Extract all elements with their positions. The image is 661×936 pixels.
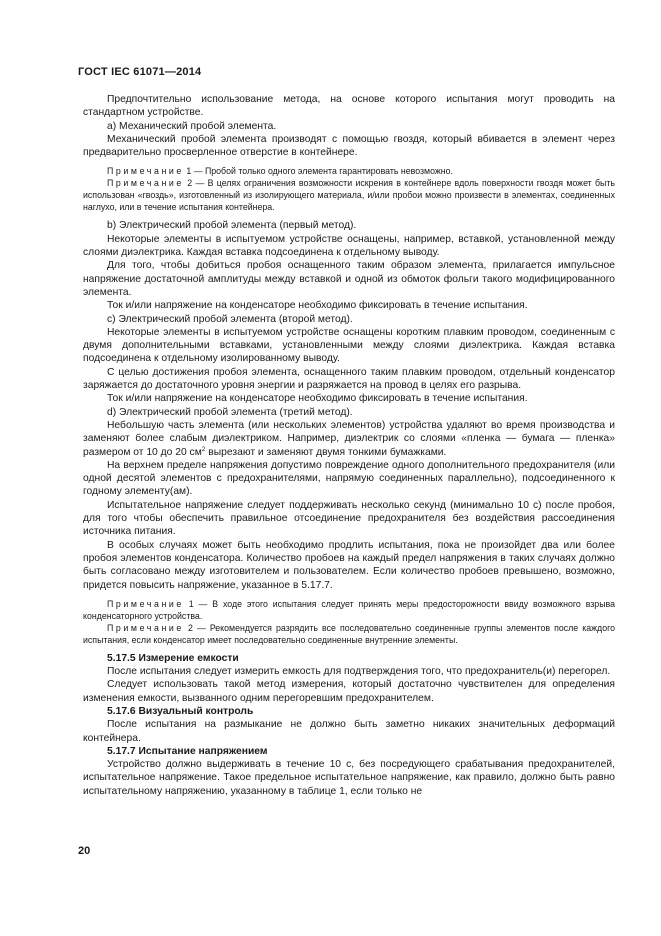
body-paragraph: Следует использовать такой метод измерения, который достаточно чувствителен для определения изменения емкости, вызванного одним перегоревшим предохранителем.	[83, 679, 615, 704]
note-label: Примечание	[107, 178, 184, 189]
body-paragraph: Для того, чтобы добиться пробоя оснащенного таким образом элемента, прилагается импульсное напряжение достаточной амплитуды между вставкой и одной из обмоток фольги такого модифицированного элемента.	[83, 260, 615, 298]
note-paragraph	[83, 177, 615, 213]
body-paragraph: Некоторые элементы в испытуемом устройстве оснащены, например, вставкой, установленной между слоями диэлектрика. Каждая вставка подсоединена к отдельному выводу.	[83, 233, 615, 259]
body-paragraph: Предпочтительно использование метода, на основе которого испытания могут проводить на стандартном устройстве.	[83, 94, 615, 119]
section-heading: 5.17.6 Визуальный контроль	[107, 705, 254, 717]
body-paragraph: Ток и/или напряжение на конденсаторе необходимо фиксировать в течение испытания.	[107, 300, 528, 312]
note-text: 2 — В целях ограничения возможности искрения в контейнере вдоль поверхности гвоздя может быть использован «гвоздь», изготовленный из изолирующего материала, и/или пробои можно произвести в элементах, соединенных наглухо, или в течение испытания контейнера.	[83, 178, 615, 213]
section-heading: 5.17.7 Испытание напряжением	[107, 745, 268, 757]
superscript: 2	[201, 445, 206, 453]
body-paragraph: d) Электрический пробой элемента (третий метод).	[107, 406, 353, 418]
note-text: 2 — Рекомендуется разрядить все последовательно соединенные группы элементов после каждого испытания, если конденсатор имеет последовательно соединенные внутренние элементы.	[83, 622, 615, 645]
page-number: 20	[78, 845, 91, 857]
page-header-standard-id: ГОСТ IEC 61071—2014	[78, 66, 202, 78]
body-paragraph: Некоторые элементы в испытуемом устройстве оснащены коротким плавким проводом, соединенным с двумя дополнительными вставками, установленными между слоями диэлектрика. Каждая вставка подсоединена к отдельному изолированному выводу.	[83, 326, 615, 365]
section-heading: 5.17.5 Измерение емкости	[107, 652, 239, 664]
note-paragraph	[83, 165, 615, 177]
body-paragraph: В особых случаях может быть необходимо продлить испытания, пока не произойдет два или более пробоя элементов конденсатора. Количество пробоев на каждый предел напряжения в таких случаях должно быть согласовано между изготовителем и пользователем. Если количество пробоев превышено, возможно, придется повысить напряжение, указанное в 5.17.7.	[83, 539, 615, 591]
body-paragraph: Испытательное напряжение следует поддерживать несколько секунд (минимально 10 с) после пробоя, для того чтобы обеспечить правильное отсоединение предохранителя без воздействия рассоединения источника питания.	[83, 499, 615, 538]
body-paragraph: Ток и/или напряжение на конденсаторе необходимо фиксировать в течение испытания.	[107, 393, 528, 405]
note-label: Примечание	[107, 166, 184, 177]
body-paragraph: c) Электрический пробой элемента (второй метод).	[107, 313, 353, 325]
note-label: Примечание	[107, 622, 184, 633]
note-text: 1 — В ходе этого испытания следует принять меры предосторожности ввиду возможного взрыва конденсаторного устройства.	[83, 598, 615, 621]
note-label: Примечание	[107, 598, 184, 609]
note-paragraph	[83, 598, 615, 622]
body-paragraph: Механический пробой элемента производят с помощью гвоздя, который вбивается в элемент через предварительно просверленное отверстие в контейнере.	[83, 133, 615, 159]
body-paragraph: Небольшую часть элемента (или нескольких элементов) устройства удаляют во время производства и заменяют более слабым диэлектриком. Например, диэлектрик со слоями «пленка — бумага — пленка» размером от 10 до 20 $см^2$ вырезают и заменяют двумя тонкими бумажками.	[83, 419, 615, 458]
body-paragraph: a) Механический пробой элемента.	[107, 120, 277, 132]
document-body	[83, 93, 615, 798]
body-paragraph: После испытания на размыкание не должно быть заметно никаких значительных деформаций контейнера.	[83, 719, 615, 744]
body-paragraph: После испытания следует измерить емкость для подтверждения того, что предохранитель(и) перегорел.	[107, 666, 611, 678]
body-paragraph: b) Электрический пробой элемента (первый метод).	[107, 220, 357, 232]
body-paragraph: С целью достижения пробоя элемента, оснащенного таким плавким проводом, отдельный конденсатор заряжается до достаточного уровня энергии и разряжается на провод в целях его разрыва.	[83, 366, 615, 392]
body-paragraph: Устройство должно выдерживать в течение 10 с, без посредующего срабатывания предохранителей, испытательное напряжение. Такое предельное испытательное напряжение, как правило, должно быть равно испытательному напряжению, указанному в таблице 1, если только не	[83, 759, 615, 797]
body-paragraph: На верхнем пределе напряжения допустимо повреждение одного дополнительного предохранителя (или одной десятой элементов с предохранителями, напрямую соединенных параллельно), подсоединенного к годному элементу(ам).	[83, 459, 615, 498]
note-paragraph	[83, 622, 615, 646]
note-text: 1 — Пробой только одного элемента гарантировать невозможно.	[183, 166, 453, 177]
